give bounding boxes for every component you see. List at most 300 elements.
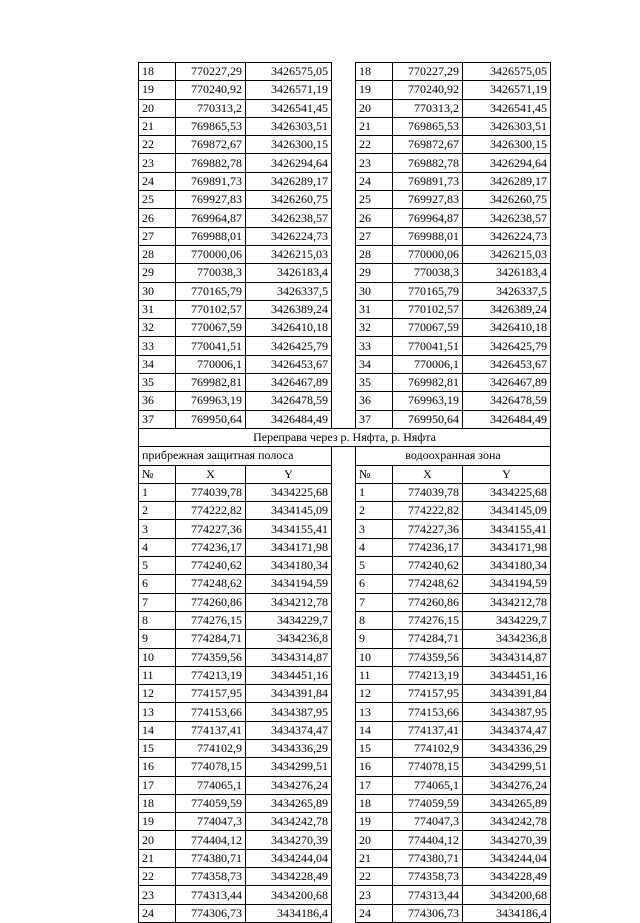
- gap-cell: [332, 611, 356, 629]
- left-x-value: 774313,44: [176, 886, 246, 904]
- section-title-row: [139, 428, 551, 446]
- right-point-number: 20: [356, 99, 393, 117]
- table-row: [139, 776, 551, 794]
- right-x-value: 774359,56: [393, 648, 463, 666]
- left-y-value: 3434180,34: [246, 557, 332, 575]
- left-point-number: 36: [139, 392, 176, 410]
- right-point-number: 21: [356, 849, 393, 867]
- left-x-value: 774153,66: [176, 703, 246, 721]
- gap-cell: [332, 593, 356, 611]
- right-point-number: 28: [356, 245, 393, 263]
- left-point-number: 22: [139, 868, 176, 886]
- right-y-value: 3434228,49: [463, 868, 551, 886]
- left-y-value: 3426224,73: [246, 227, 332, 245]
- right-point-number: 10: [356, 648, 393, 666]
- table-row: [139, 392, 551, 410]
- right-x-value: 770067,59: [393, 319, 463, 337]
- right-point-number: 13: [356, 703, 393, 721]
- right-x-value: 774236,17: [393, 538, 463, 556]
- left-point-number: 2: [139, 502, 176, 520]
- table-row: [139, 99, 551, 117]
- left-point-number: 20: [139, 99, 176, 117]
- right-x-value: 769891,73: [393, 172, 463, 190]
- right-point-number: 23: [356, 154, 393, 172]
- left-x-value: 769988,01: [176, 227, 246, 245]
- table-row: [139, 593, 551, 611]
- gap-cell: [332, 319, 356, 337]
- left-x-value: 774276,15: [176, 611, 246, 629]
- table-row: [139, 172, 551, 190]
- left-y-value: 3426215,03: [246, 245, 332, 263]
- left-x-value: 774137,41: [176, 721, 246, 739]
- table-row: [139, 63, 551, 81]
- table-row: [139, 611, 551, 629]
- left-num-header: №: [139, 465, 176, 483]
- table-row: [139, 630, 551, 648]
- right-point-number: 19: [356, 813, 393, 831]
- right-x-value: 770102,57: [393, 300, 463, 318]
- left-x-value: 774380,71: [176, 849, 246, 867]
- left-x-value: 774157,95: [176, 685, 246, 703]
- left-x-value: 769865,53: [176, 117, 246, 135]
- left-y-value: 3434242,78: [246, 813, 332, 831]
- right-point-number: 23: [356, 886, 393, 904]
- right-y-value: 3426425,79: [463, 337, 551, 355]
- gap-cell: [332, 154, 356, 172]
- left-point-number: 7: [139, 593, 176, 611]
- left-y-value: 3426484,49: [246, 410, 332, 428]
- left-zone-label: прибрежная защитная полоса: [139, 447, 332, 465]
- left-x-value: 770000,06: [176, 245, 246, 263]
- right-y-value: 3426478,59: [463, 392, 551, 410]
- right-x-value: 774059,59: [393, 794, 463, 812]
- left-y-value: 3434374,47: [246, 721, 332, 739]
- zone-label-row: [139, 447, 551, 465]
- left-y-value: 3434212,78: [246, 593, 332, 611]
- left-point-number: 15: [139, 739, 176, 757]
- table-row: [139, 191, 551, 209]
- gap-cell: [332, 465, 356, 483]
- right-point-number: 30: [356, 282, 393, 300]
- left-point-number: 25: [139, 191, 176, 209]
- gap-cell: [332, 904, 356, 922]
- gap-cell: [332, 374, 356, 392]
- gap-cell: [332, 703, 356, 721]
- left-y-value: 3434336,29: [246, 739, 332, 757]
- gap-cell: [332, 630, 356, 648]
- left-point-number: 22: [139, 136, 176, 154]
- right-point-number: 37: [356, 410, 393, 428]
- table-row: [139, 703, 551, 721]
- table-row: [139, 758, 551, 776]
- left-y-value: 3434314,87: [246, 648, 332, 666]
- right-y-value: 3434387,95: [463, 703, 551, 721]
- left-point-number: 29: [139, 264, 176, 282]
- table-row: [139, 117, 551, 135]
- left-point-number: 6: [139, 575, 176, 593]
- right-y-value: 3426215,03: [463, 245, 551, 263]
- left-y-value: 3434451,16: [246, 666, 332, 684]
- left-x-value: 774359,56: [176, 648, 246, 666]
- table-row: [139, 227, 551, 245]
- right-y-value: 3434244,04: [463, 849, 551, 867]
- table-row: [139, 209, 551, 227]
- table-row: [139, 374, 551, 392]
- left-point-number: 9: [139, 630, 176, 648]
- right-y-value: 3434336,29: [463, 739, 551, 757]
- right-point-number: 14: [356, 721, 393, 739]
- left-y-value: 3434391,84: [246, 685, 332, 703]
- left-point-number: 37: [139, 410, 176, 428]
- right-x-value: 774260,86: [393, 593, 463, 611]
- right-point-number: 33: [356, 337, 393, 355]
- table-row: [139, 648, 551, 666]
- left-point-number: 24: [139, 172, 176, 190]
- table-row: [139, 282, 551, 300]
- table-row: [139, 520, 551, 538]
- right-x-value: 774213,19: [393, 666, 463, 684]
- gap-cell: [332, 355, 356, 373]
- left-point-number: 26: [139, 209, 176, 227]
- gap-cell: [332, 520, 356, 538]
- gap-cell: [332, 575, 356, 593]
- left-point-number: 14: [139, 721, 176, 739]
- left-y-value: 3434387,95: [246, 703, 332, 721]
- right-x-value: 770038,3: [393, 264, 463, 282]
- left-point-number: 27: [139, 227, 176, 245]
- gap-cell: [332, 758, 356, 776]
- right-x-value: 774380,71: [393, 849, 463, 867]
- left-x-value: 774284,71: [176, 630, 246, 648]
- left-point-number: 34: [139, 355, 176, 373]
- left-x-value: 769950,64: [176, 410, 246, 428]
- left-x-value: 774358,73: [176, 868, 246, 886]
- table-row: [139, 264, 551, 282]
- right-x-header: X: [393, 465, 463, 483]
- right-point-number: 31: [356, 300, 393, 318]
- right-y-value: 3434155,41: [463, 520, 551, 538]
- gap-cell: [332, 99, 356, 117]
- table-row: [139, 337, 551, 355]
- right-x-value: 774065,1: [393, 776, 463, 794]
- right-x-value: 774102,9: [393, 739, 463, 757]
- left-x-value: 774039,78: [176, 483, 246, 501]
- left-y-value: 3434228,49: [246, 868, 332, 886]
- right-x-value: 770227,29: [393, 63, 463, 81]
- right-x-value: 774047,3: [393, 813, 463, 831]
- left-point-number: 11: [139, 666, 176, 684]
- table-row: [139, 904, 551, 922]
- right-y-value: 3426300,15: [463, 136, 551, 154]
- right-point-number: 1: [356, 483, 393, 501]
- top-rows-group: [139, 63, 551, 429]
- left-x-value: 769964,87: [176, 209, 246, 227]
- gap-cell: [332, 136, 356, 154]
- left-x-value: 774065,1: [176, 776, 246, 794]
- table-row: [139, 666, 551, 684]
- left-y-value: 3434270,39: [246, 831, 332, 849]
- right-point-number: 22: [356, 136, 393, 154]
- left-y-value: 3426303,51: [246, 117, 332, 135]
- table-row: [139, 739, 551, 757]
- right-x-value: 770000,06: [393, 245, 463, 263]
- right-x-value: 769950,64: [393, 410, 463, 428]
- right-y-value: 3426260,75: [463, 191, 551, 209]
- right-x-value: 774039,78: [393, 483, 463, 501]
- right-y-value: 3426484,49: [463, 410, 551, 428]
- right-y-value: 3434314,87: [463, 648, 551, 666]
- left-y-value: 3434265,89: [246, 794, 332, 812]
- table-row: [139, 136, 551, 154]
- left-x-value: 770313,2: [176, 99, 246, 117]
- right-point-number: 15: [356, 739, 393, 757]
- right-point-number: 18: [356, 794, 393, 812]
- right-y-value: 3434265,89: [463, 794, 551, 812]
- right-point-number: 6: [356, 575, 393, 593]
- right-x-value: 769872,67: [393, 136, 463, 154]
- left-x-value: 774248,62: [176, 575, 246, 593]
- right-x-value: 774276,15: [393, 611, 463, 629]
- gap-cell: [332, 502, 356, 520]
- left-point-number: 18: [139, 794, 176, 812]
- right-x-value: 770313,2: [393, 99, 463, 117]
- right-y-value: 3426541,45: [463, 99, 551, 117]
- right-y-value: 3426571,19: [463, 81, 551, 99]
- right-y-value: 3426337,5: [463, 282, 551, 300]
- table-row: [139, 794, 551, 812]
- left-y-value: 3426260,75: [246, 191, 332, 209]
- gap-cell: [332, 831, 356, 849]
- gap-cell: [332, 721, 356, 739]
- right-point-number: 7: [356, 593, 393, 611]
- right-y-value: 3434212,78: [463, 593, 551, 611]
- right-y-value: 3434145,09: [463, 502, 551, 520]
- gap-cell: [332, 410, 356, 428]
- right-point-number: 18: [356, 63, 393, 81]
- left-y-value: 3434236,8: [246, 630, 332, 648]
- left-x-value: 770006,1: [176, 355, 246, 373]
- right-y-value: 3426294,64: [463, 154, 551, 172]
- column-header-row: [139, 465, 551, 483]
- gap-cell: [332, 739, 356, 757]
- right-y-value: 3434229,7: [463, 611, 551, 629]
- gap-cell: [332, 447, 356, 465]
- left-y-value: 3426337,5: [246, 282, 332, 300]
- left-x-value: 770240,92: [176, 81, 246, 99]
- left-y-value: 3426571,19: [246, 81, 332, 99]
- table-row: [139, 886, 551, 904]
- gap-cell: [332, 776, 356, 794]
- section-title: Переправа через р. Няфта, р. Няфта: [139, 428, 551, 446]
- left-y-value: 3434299,51: [246, 758, 332, 776]
- right-point-number: 22: [356, 868, 393, 886]
- right-y-value: 3426467,89: [463, 374, 551, 392]
- gap-cell: [332, 245, 356, 263]
- right-x-value: 774313,44: [393, 886, 463, 904]
- table-row: [139, 410, 551, 428]
- left-y-value: 3426183,4: [246, 264, 332, 282]
- left-y-value: 3426453,67: [246, 355, 332, 373]
- left-x-value: 774047,3: [176, 813, 246, 831]
- left-point-number: 8: [139, 611, 176, 629]
- table-row: [139, 575, 551, 593]
- right-x-value: 774222,82: [393, 502, 463, 520]
- gap-cell: [332, 538, 356, 556]
- right-y-header: Y: [463, 465, 551, 483]
- right-y-value: 3434225,68: [463, 483, 551, 501]
- left-y-value: 3426300,15: [246, 136, 332, 154]
- right-num-header: №: [356, 465, 393, 483]
- right-x-value: 774358,73: [393, 868, 463, 886]
- right-point-number: 2: [356, 502, 393, 520]
- right-y-value: 3426453,67: [463, 355, 551, 373]
- right-y-value: 3426224,73: [463, 227, 551, 245]
- left-y-value: 3434200,68: [246, 886, 332, 904]
- right-y-value: 3434171,98: [463, 538, 551, 556]
- section-header: [139, 428, 551, 483]
- right-y-value: 3434276,24: [463, 776, 551, 794]
- right-point-number: 11: [356, 666, 393, 684]
- table-row: [139, 557, 551, 575]
- table-row: [139, 685, 551, 703]
- left-x-value: 774227,36: [176, 520, 246, 538]
- right-x-value: 769865,53: [393, 117, 463, 135]
- right-y-value: 3434200,68: [463, 886, 551, 904]
- gap-cell: [332, 685, 356, 703]
- gap-cell: [332, 63, 356, 81]
- left-y-value: 3434171,98: [246, 538, 332, 556]
- left-point-number: 21: [139, 849, 176, 867]
- right-y-value: 3426389,24: [463, 300, 551, 318]
- left-x-value: 774236,17: [176, 538, 246, 556]
- right-point-number: 16: [356, 758, 393, 776]
- gap-cell: [332, 300, 356, 318]
- left-y-header: Y: [246, 465, 332, 483]
- right-point-number: 27: [356, 227, 393, 245]
- left-x-value: 774260,86: [176, 593, 246, 611]
- right-x-value: 770165,79: [393, 282, 463, 300]
- gap-cell: [332, 392, 356, 410]
- left-point-number: 28: [139, 245, 176, 263]
- left-point-number: 18: [139, 63, 176, 81]
- left-y-value: 3434186,4: [246, 904, 332, 922]
- right-y-value: 3426183,4: [463, 264, 551, 282]
- right-y-value: 3434299,51: [463, 758, 551, 776]
- right-y-value: 3426303,51: [463, 117, 551, 135]
- right-y-value: 3434391,84: [463, 685, 551, 703]
- left-point-number: 16: [139, 758, 176, 776]
- gap-cell: [332, 483, 356, 501]
- left-x-value: 770165,79: [176, 282, 246, 300]
- right-y-value: 3426410,18: [463, 319, 551, 337]
- right-point-number: 17: [356, 776, 393, 794]
- left-point-number: 4: [139, 538, 176, 556]
- gap-cell: [332, 282, 356, 300]
- right-point-number: 26: [356, 209, 393, 227]
- left-x-value: 774059,59: [176, 794, 246, 812]
- left-point-number: 13: [139, 703, 176, 721]
- left-y-value: 3426294,64: [246, 154, 332, 172]
- left-point-number: 24: [139, 904, 176, 922]
- right-x-value: 770041,51: [393, 337, 463, 355]
- table-row: [139, 483, 551, 501]
- right-x-value: 774153,66: [393, 703, 463, 721]
- left-x-value: 770038,3: [176, 264, 246, 282]
- right-point-number: 12: [356, 685, 393, 703]
- left-y-value: 3434244,04: [246, 849, 332, 867]
- gap-cell: [332, 191, 356, 209]
- left-x-value: 774102,9: [176, 739, 246, 757]
- left-point-number: 23: [139, 154, 176, 172]
- right-y-value: 3434451,16: [463, 666, 551, 684]
- left-point-number: 17: [139, 776, 176, 794]
- left-point-number: 20: [139, 831, 176, 849]
- coordinates-table: [138, 62, 551, 923]
- bottom-rows-group: [139, 483, 551, 922]
- left-x-value: 770102,57: [176, 300, 246, 318]
- left-y-value: 3426238,57: [246, 209, 332, 227]
- gap-cell: [332, 117, 356, 135]
- left-x-value: 774213,19: [176, 666, 246, 684]
- right-x-value: 774284,71: [393, 630, 463, 648]
- gap-cell: [332, 227, 356, 245]
- left-point-number: 1: [139, 483, 176, 501]
- gap-cell: [332, 264, 356, 282]
- left-y-value: 3426289,17: [246, 172, 332, 190]
- left-point-number: 35: [139, 374, 176, 392]
- gap-cell: [332, 813, 356, 831]
- right-x-value: 774240,62: [393, 557, 463, 575]
- left-x-value: 770041,51: [176, 337, 246, 355]
- right-x-value: 770006,1: [393, 355, 463, 373]
- right-y-value: 3434242,78: [463, 813, 551, 831]
- left-point-number: 32: [139, 319, 176, 337]
- table-row: [139, 849, 551, 867]
- left-point-number: 21: [139, 117, 176, 135]
- table-row: [139, 538, 551, 556]
- left-y-value: 3426425,79: [246, 337, 332, 355]
- left-x-value: 774240,62: [176, 557, 246, 575]
- table-row: [139, 721, 551, 739]
- right-point-number: 35: [356, 374, 393, 392]
- left-x-value: 769891,73: [176, 172, 246, 190]
- right-x-value: 770240,92: [393, 81, 463, 99]
- right-y-value: 3434270,39: [463, 831, 551, 849]
- gap-cell: [332, 648, 356, 666]
- left-point-number: 30: [139, 282, 176, 300]
- right-y-value: 3426238,57: [463, 209, 551, 227]
- left-x-value: 769927,83: [176, 191, 246, 209]
- gap-cell: [332, 337, 356, 355]
- left-y-value: 3426389,24: [246, 300, 332, 318]
- right-x-value: 774227,36: [393, 520, 463, 538]
- right-x-value: 774404,12: [393, 831, 463, 849]
- right-point-number: 36: [356, 392, 393, 410]
- right-point-number: 19: [356, 81, 393, 99]
- right-x-value: 769882,78: [393, 154, 463, 172]
- left-x-value: 774306,73: [176, 904, 246, 922]
- left-y-value: 3434276,24: [246, 776, 332, 794]
- left-x-value: 770227,29: [176, 63, 246, 81]
- right-point-number: 34: [356, 355, 393, 373]
- right-y-value: 3434194,59: [463, 575, 551, 593]
- right-y-value: 3426575,05: [463, 63, 551, 81]
- left-point-number: 5: [139, 557, 176, 575]
- right-x-value: 774137,41: [393, 721, 463, 739]
- table-row: [139, 81, 551, 99]
- left-y-value: 3426541,45: [246, 99, 332, 117]
- right-x-value: 769988,01: [393, 227, 463, 245]
